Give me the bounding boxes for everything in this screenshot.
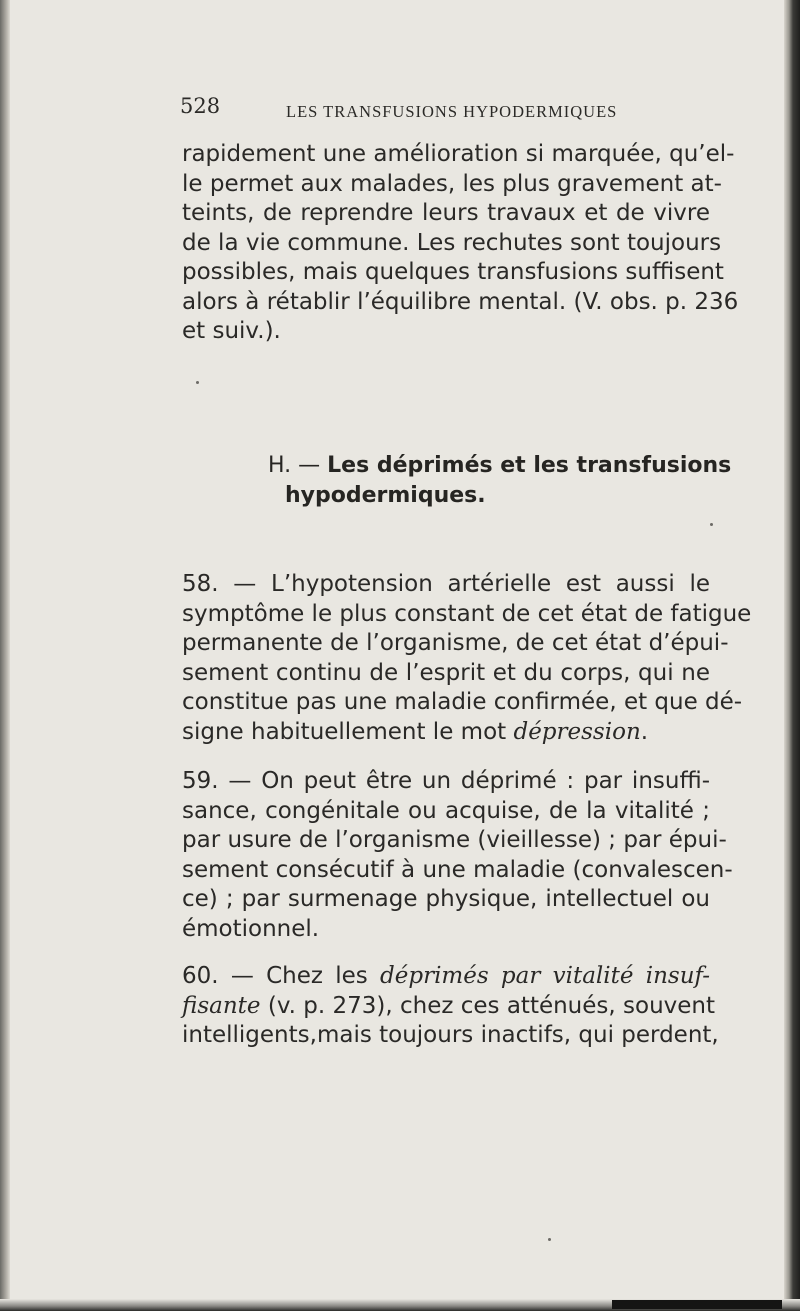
text-line: 58. — L’hypotension artérielle est aussi le [182, 571, 710, 597]
paragraph-intro [182, 140, 739, 347]
text-line: symptôme le plus constant de cet état de fatigue [182, 600, 752, 627]
text-line: et suiv.). [182, 318, 281, 344]
text-fragment: signe habituellement le mot [182, 718, 514, 745]
section-letter: H. — [268, 453, 328, 478]
text-line: de la vie commune. Les rechutes sont toujours [182, 229, 722, 256]
page-number: 528 [180, 94, 221, 118]
text-line: sement consécutif à une maladie (convalescen- [182, 856, 733, 883]
paper-speck [196, 381, 199, 384]
section-title: Les déprimés et les transfusions [327, 453, 732, 478]
text-line: permanente de l’organisme, de cet état d’épui- [182, 630, 729, 656]
page-right-edge [784, 0, 800, 1311]
paper-speck [710, 523, 713, 526]
italic-term: fisante [182, 992, 261, 1019]
text-line: émotionnel. [182, 915, 320, 942]
paragraph-58 [182, 570, 752, 747]
section-heading-line1 [268, 453, 731, 478]
text-line: possibles, mais quelques transfusions suffisent [182, 259, 724, 285]
text-line: teints, de reprendre leurs travaux et de vivre [182, 200, 710, 226]
text-line: ce) ; par surmenage physique, intellectuel ou [182, 886, 710, 912]
text-line: alors à rétablir l’équilibre mental. (V. obs. p. 236 [182, 288, 739, 315]
paragraph-59 [182, 767, 733, 944]
text-fragment: 60. — Chez les [182, 963, 381, 989]
text-line [182, 718, 710, 748]
running-head: LES TRANSFUSIONS HYPODERMIQUES [286, 102, 618, 121]
italic-term: dépression [513, 718, 641, 745]
text-line: sement continu de l’esprit et du corps, qui ne [182, 659, 710, 686]
paper-speck [548, 1238, 551, 1241]
text-line [182, 962, 710, 992]
page-bottom-shadow [612, 1300, 782, 1309]
text-line: rapidement une amélioration si marquée, qu’el- [182, 141, 735, 167]
page-left-edge [0, 0, 10, 1311]
text-line: le permet aux malades, les plus gravement at- [182, 170, 722, 197]
text-fragment: (v. p. 273), chez ces atténués, souvent [260, 992, 716, 1019]
text-line: constitue pas une maladie confirmée, et que dé- [182, 689, 743, 715]
paragraph-60 [182, 962, 719, 1051]
text-line: 59. — On peut être un déprimé : par insuffi- [182, 768, 710, 794]
text-line [182, 992, 716, 1022]
page-header [0, 94, 800, 128]
italic-term: déprimés par vitalité insuf- [380, 963, 710, 989]
text-line: sance, congénitale ou acquise, de la vitalité ; [182, 797, 710, 824]
text-line: par usure de l’organisme (vieillesse) ; par épui- [182, 827, 727, 853]
text-fragment: . [640, 718, 649, 745]
text-line: intelligents,mais toujours inactifs, qui perdent, [182, 1022, 719, 1048]
section-title-line2: hypodermiques. [285, 483, 486, 508]
